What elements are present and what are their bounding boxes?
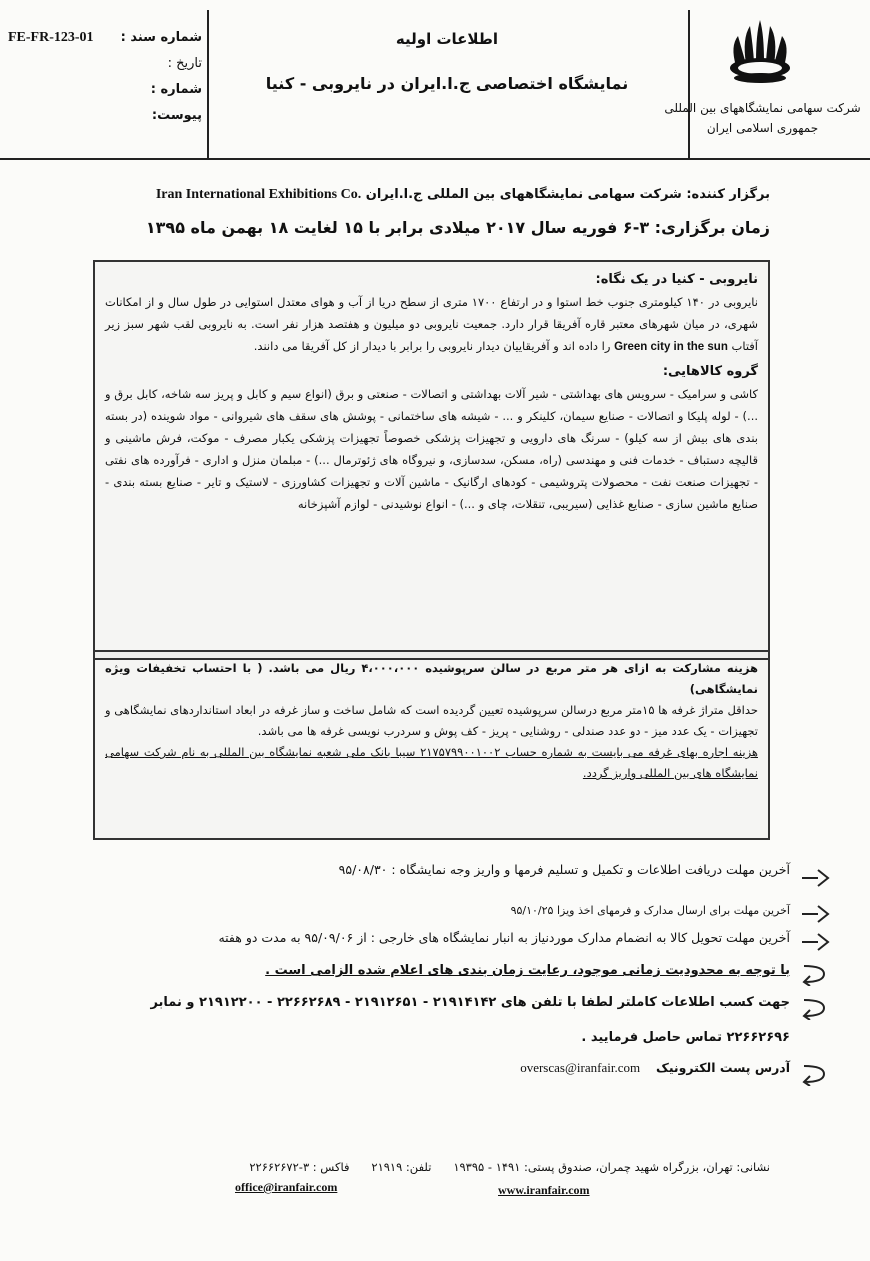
payment-account-info: هزینه اجاره بهای غرفه می بایست به شماره حساب ۲۱۷۵۷۹۹۰۰۱۰۰۲ سیبا بانک ملی شعبه نمایشگاه بین المللی به نام شرکت سهامی نمایشگاه های بین المللی واریز گردد. — [105, 745, 758, 780]
footer-address: نشانی: تهران، بزرگراه شهید چمران، صندوق پستی: ۱۴۹۱ - ۱۹۳۹۵ — [453, 1160, 770, 1174]
overview-box — [93, 260, 770, 660]
company-name — [660, 98, 865, 138]
date-label: تاریخ : — [167, 56, 202, 71]
footer-phone: تلفن: ۲۱۹۱۹ — [371, 1160, 432, 1174]
curved-arrow-icon — [800, 996, 830, 1020]
cost-per-meter: هزینه مشارکت به ازای هر متر مربع در سالن سرپوشیده ۴،۰۰۰،۰۰۰ ریال می باشد. ( با احتساب تخفیفات ویژه نمایشگاهی) — [105, 661, 758, 696]
page-title: اطلاعات اولیه — [395, 30, 499, 48]
footer-office-email[interactable]: office@iranfair.com — [235, 1180, 338, 1194]
document-code: FE-FR-123-01 — [8, 30, 94, 45]
company-logo — [720, 16, 800, 88]
attachment-label: پیوست: — [151, 108, 202, 123]
deadline-forms: آخرین مهلت دریافت اطلاعات و تکمیل و تسلیم فرمها و واریز وجه نمایشگاه : ۹۵/۰۸/۳۰ — [338, 862, 790, 877]
overview-text — [105, 291, 758, 358]
cost-box — [93, 650, 770, 840]
email-label: آدرس پست الکترونیک — [656, 1060, 790, 1075]
overview-text-part-a: نایروبی در ۱۴۰ کیلومتری جنوب خط استوا و در ارتفاع ۱۷۰۰ متری از سطح دریا از آب و هوای معتدل استوایی در طول سال و از امکانات شهری، در میان شهرهای معتبر قاره آفریقا قرار دارد. جمعیت نایروبی دو میلیون و هفتصد هزار نفر است. به نایروبی لقب شهر سبز زیر آفتاب — [105, 295, 758, 353]
footer-website[interactable]: www.iranfair.com — [498, 1183, 590, 1197]
arrow-bullet-icon — [800, 902, 830, 926]
goods-title: گروه کالاهایی: — [662, 364, 758, 379]
timeline-notice: با توجه به محدودیت زمانی موجود، رعایت زمان بندی های اعلام شده الزامی است . — [265, 963, 790, 978]
ref-number-label: شماره : — [150, 82, 202, 97]
booth-size-info: حداقل متراژ غرفه ها ۱۵متر مربع درسالن سرپوشیده تعیین گردیده است که شامل ساخت و ساز غرفه در ابعاد استانداردهای نمایشگاهی و تجهیزات - یک عدد میز - دو عدد صندلی - روشنایی - پریز - کف پوش و سردرب نویسی غرفه ها می باشد. — [105, 703, 759, 738]
organizer-english: Iran International Exhibitions Co. — [155, 187, 362, 202]
arrow-bullet-icon — [800, 866, 830, 890]
overview-text-part-b: را داده اند و آفریقاییان دیدار نایروبی را برابر با دیدار از کل آفریقا می دانند. — [253, 339, 611, 353]
company-name-line2: جمهوری اسلامی ایران — [706, 121, 819, 135]
doc-number-label: شماره سند : — [120, 30, 202, 45]
contact-fax: ۲۲۶۶۲۶۹۶ تماس حاصل فرمایید . — [581, 1030, 790, 1045]
contact-email[interactable]: overscas@iranfair.com — [520, 1060, 641, 1075]
deadline-goods-delivery: آخرین مهلت تحویل کالا به انضمام مدارک موردنیاز به انبار نمایشگاه های خارجی : از ۹۵/۰۹/۰۶ به مدت دو هفته — [218, 930, 790, 945]
goods-text: کاشی و سرامیک - سرویس های بهداشتی - شیر آلات بهداشتی و اتصالات - صنعتی و برق (انواع سیم و کابل و پریز سه شاخه، کابل برق و ...) - لوله پلیکا و اتصالات - صنایع سیمان، کلینکر و ... - شیشه های ساختمانی - پوشش های سقف های شیروانی - مواد شوینده (در بسته بندی های بیش از سه کیلو) - سرنگ های دارویی و تجهیزات پزشکی خصوصاً تجهیزات پزشکی یکبار مصرف - موکت، فرش ماشینی و قالیچه دستباف - خدمات فنی و مهندسی (راه، مسکن، سدسازی، و نیروگاه های ژئوترمال ...) - مبلمان منزل و اداری - فرآورده های نفتی - تجهیزات صنعت نفت - محصولات پتروشیمی - کودهای ارگانیک - ماشین آلات و تجهیزات کشاورزی - لاستیک و تایر - صنایع بسته بندی - صنایع ماشین سازی - صنایع غذایی (سیریبی، تنقلات، چای و ...) - انواع نوشیدنی - لوازم آشپزخانه — [105, 387, 758, 511]
curved-arrow-icon — [800, 962, 830, 986]
organizer-label: برگزار کننده: شرکت سهامی نمایشگاههای بین المللی ج.ا.ایران — [365, 187, 770, 202]
event-dates: زمان برگزاری: ۳-۶ فوریه سال ۲۰۱۷ میلادی برابر با ۱۵ لغایت ۱۸ بهمن ماه ۱۳۹۵ — [145, 218, 770, 237]
header-bottom-rule — [0, 158, 870, 160]
exhibition-title: نمایشگاه اختصاصی ج.ا.ایران در نایروبی - کنیا — [265, 74, 629, 93]
company-name-line1: شرکت سهامی نمایشگاههای بین المللی — [664, 101, 861, 115]
curved-arrow-icon — [800, 1062, 830, 1086]
deadline-visa: آخرین مهلت برای ارسال مدارک و فرمهای اخذ ویزا ۹۵/۱۰/۲۵ — [510, 904, 790, 917]
overview-slogan: Green city in the sun — [614, 341, 728, 353]
overview-title: نایروبی - کنیا در یک نگاه: — [595, 272, 758, 287]
email-line — [30, 1060, 790, 1076]
contact-phones: جهت کسب اطلاعات کاملتر لطفا با تلفن های ۲۱۹۱۴۱۴۲ - ۲۱۹۱۲۶۵۱ - ۲۲۶۶۲۶۸۹ - ۲۱۹۱۲۲۰۰ و نمابر — [150, 995, 790, 1010]
footer-fax: فاکس : ۳-۲۲۶۶۲۶۷۲ — [249, 1160, 350, 1174]
header-divider-left — [207, 10, 209, 160]
arrow-bullet-icon — [800, 930, 830, 954]
footer-address-line — [120, 1160, 770, 1174]
organizer-line — [100, 187, 770, 203]
